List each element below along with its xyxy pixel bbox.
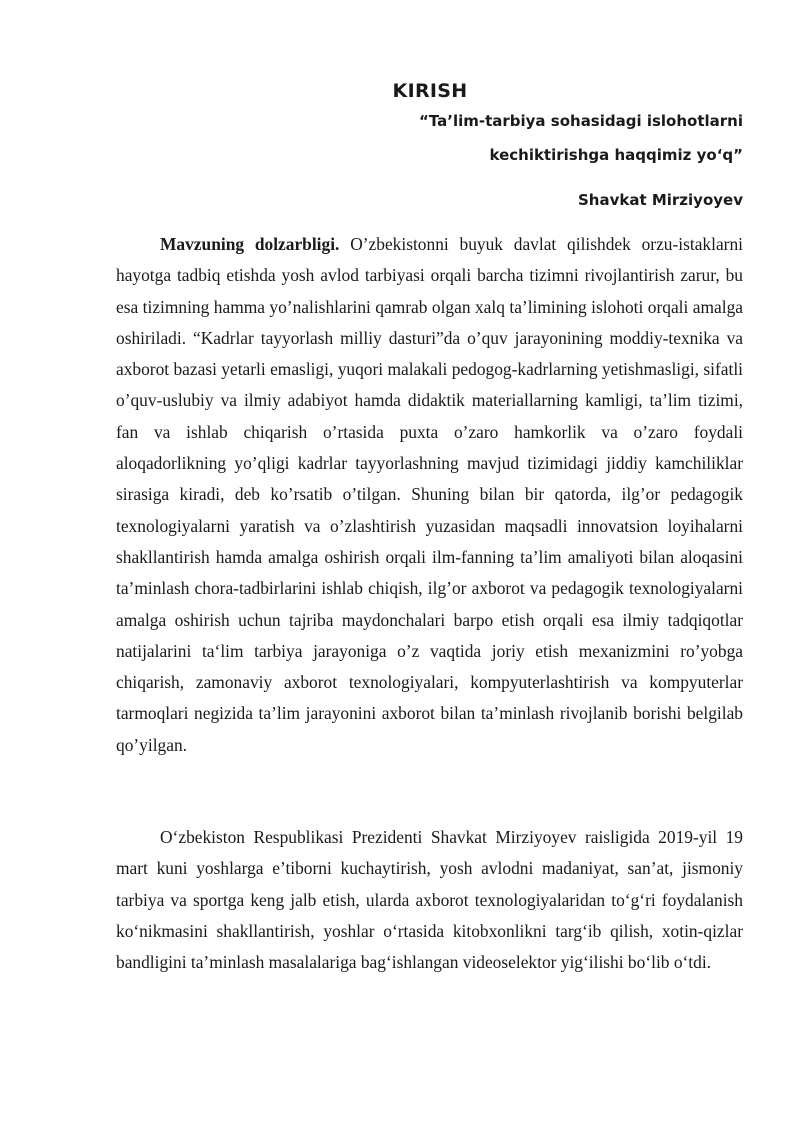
paragraph-president-meeting — [116, 822, 743, 978]
paragraph-lead: Mavzuning dolzarbligi. — [160, 234, 340, 254]
paragraph-text: O’zbekistonni buyuk davlat qilishdek orzu-istaklarni hayotga tadbiq etishda yosh avlod tarbiyasi orqali barcha tizimni rivojlantirish zarur, bu esa tizimning hamma yo’nalishlarini qamrab olgan xalq ta’limining islohoti orqali amalga oshiriladi. “Kadrlar tayyorlash milliy dasturi”da o’quv jarayonining moddiy-texnika va axborot bazasi yetarli emasligi, yuqori malakali pedogog-kadrlarning yetishmasligi, sifatli o’quv-uslubiy va ilmiy adabiyot hamda didaktik materiallarning kamligi, ta’lim tizimi, fan va ishlab chiqarish o’rtasida puxta o’zaro hamkorlik va o’zaro foydali aloqadorlikning yo’qligi kadrlar tayyorlashning mavjud tizimidagi jiddiy kamchiliklar sirasiga kiradi, deb ko’rsatib o’tilgan. Shuning bilan bir qatorda, ilg’or pedagogik texnologiyalarni yaratish va o’zlashtirish yuzasidan maqsadli innovatsion loyihalarni shakllantirish hamda amalga oshirish orqali ilm-fanning ta’lim amaliyoti bilan aloqasini ta’minlash chora-tadbirlarini ishlab chiqish, ilg’or axborot va pedagogik texnologiyalarni amalga oshirish uchun tajriba maydonchalari barpo etish orqali esa ilmiy tadqiqotlar natijalarini ta‘lim tarbiya jarayoniga o’z vaqtida joriy etish mexanizmini ro’yobga chiqarish, zamonaviy axborot texnologiyalari, kompyuterlashtirish va kompyuterlar tarmoqlari negizida ta’lim jarayonini axborot bilan ta’minlash rivojlanib borishi belgilab qo’yilgan. — [116, 234, 743, 755]
epigraph-author: Shavkat Mirziyoyev — [577, 191, 743, 209]
epigraph-line-1: “Ta’lim-tarbiya sohasidagi islohotlarni — [418, 112, 743, 130]
epigraph-line-2: kechiktirishga haqqimiz yo‘q” — [489, 146, 743, 164]
page-title: KIRISH — [392, 80, 468, 102]
paragraph-relevance — [116, 229, 743, 761]
paragraph-text: O‘zbekiston Respublikasi Prezidenti Shavkat Mirziyoyev raisligida 2019-yil 19 mart kuni yoshlarga e’tiborni kuchaytirish, yosh avlodni madaniyat, san’at, jismoniy tarbiya va sportga keng jalb etish, ularda axborot texnologiyalaridan to‘g‘ri foydalanish ko‘nikmasini shakllantirish, yoshlar o‘rtasida kitobxonlikni targ‘ib qilish, xotin-qizlar bandligini ta’minlash masalalariga bag‘ishlangan videoselektor yig‘ilishi bo‘lib o‘tdi. — [116, 827, 743, 973]
